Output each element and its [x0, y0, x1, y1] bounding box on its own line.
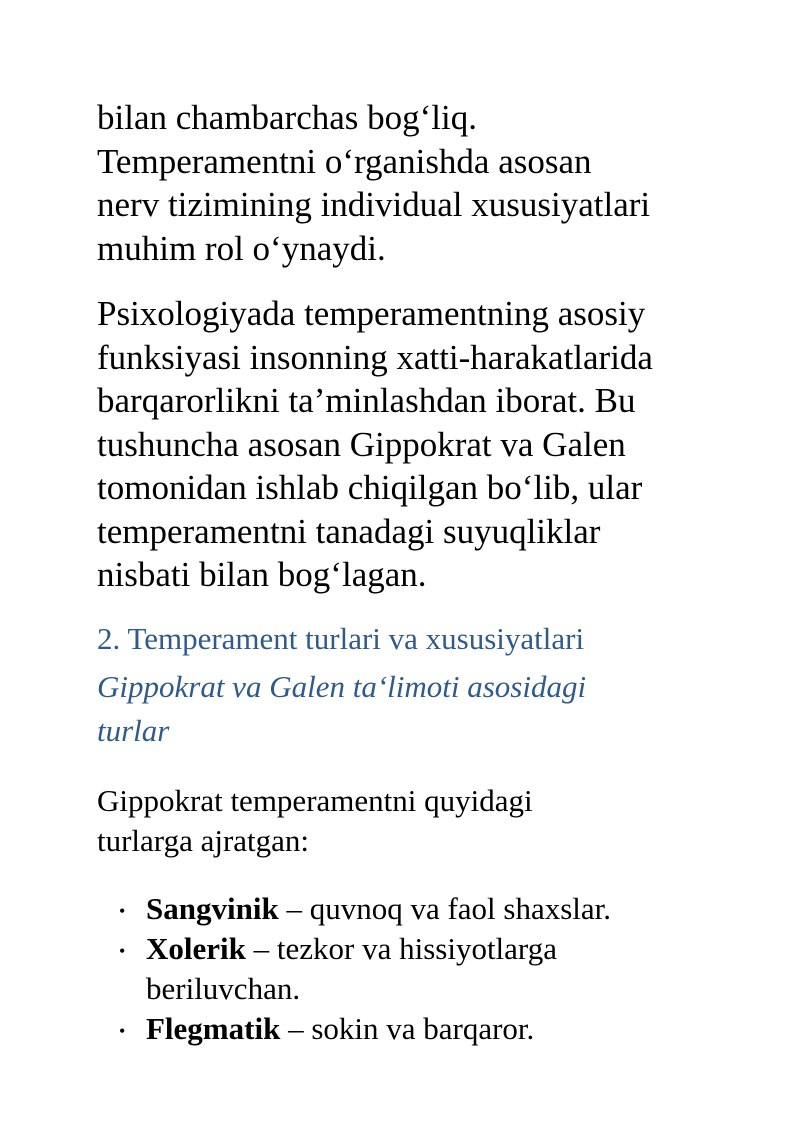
subsection-heading-line: turlar: [97, 712, 170, 748]
type-term: Flegmatik: [146, 1010, 281, 1046]
temperament-types-list: [97, 889, 717, 1049]
bullet-icon: •: [119, 900, 126, 921]
section-heading: 2. Temperament turlari va xususiyatlari: [97, 620, 585, 656]
paragraph-nerv-tizimi: [97, 96, 717, 270]
type-description: – sokin va barqaror.: [280, 1010, 535, 1046]
subsection-heading: [97, 665, 717, 753]
paragraph-psixologiya: [97, 292, 717, 597]
paragraph-line: nisbati bilan bog‘lagan.: [97, 555, 427, 594]
paragraph-line: Psixologiyada temperamentning asosiy: [97, 294, 646, 333]
paragraph-line: muhim rol o‘ynaydi.: [97, 228, 386, 268]
list-item-sangvinik: [97, 889, 717, 929]
type-term: Xolerik: [146, 930, 246, 966]
paragraph-line: bilan chambarchas bog‘liq.: [97, 98, 478, 137]
subsection-heading-line: Gippokrat va Galen ta‘limoti asosidagi: [97, 668, 587, 704]
paragraph-line: tushuncha asosan Gippokrat va Galen: [97, 424, 626, 464]
paragraph-line: funksiyasi insonning xatti-harakatlarida: [97, 337, 653, 377]
type-term: Sangvinik: [146, 890, 279, 926]
paragraph-line: barqarorlikni ta’minlashdan iborat. Bu: [97, 381, 636, 420]
paragraph-line: Temperamentni o‘rganishda asosan: [97, 141, 592, 181]
bullet-icon: •: [119, 940, 126, 961]
type-description-continued: beriluvchan.: [146, 970, 301, 1006]
bullet-icon: •: [119, 1020, 126, 1041]
paragraph-line: nerv tizimining individual xususiyatlari: [97, 185, 651, 224]
list-item-flegmatik: [97, 1009, 717, 1049]
paragraph-line: temperamentni tanadagi suyuqliklar: [97, 511, 601, 551]
type-description: – tezkor va hissiyotlarga: [245, 930, 557, 966]
document-page: [97, 96, 717, 1049]
type-description: – quvnoq va faol shaxslar.: [278, 890, 612, 926]
intro-paragraph: [97, 781, 717, 861]
intro-line: turlarga ajratgan:: [97, 822, 310, 858]
list-item-xolerik: [97, 929, 717, 1009]
paragraph-line: tomonidan ishlab chiqilgan bo‘lib, ular: [97, 468, 643, 507]
intro-line: Gippokrat temperamentni quyidagi: [97, 782, 533, 818]
